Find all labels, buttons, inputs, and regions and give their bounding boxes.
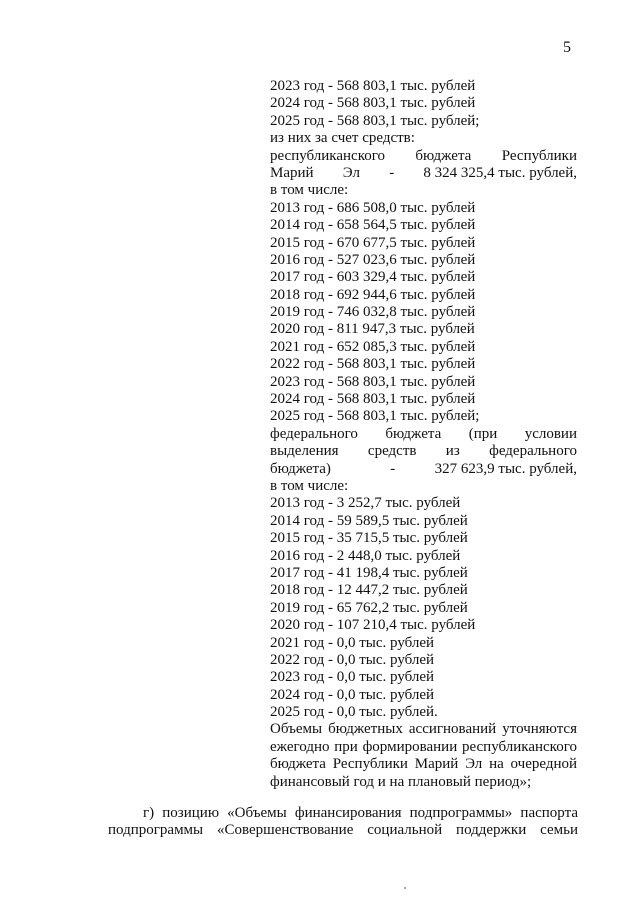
federal-budget-line (270, 443, 577, 460)
year-line: 2023 год - 568 803,1 тыс. рублей (270, 78, 476, 94)
year-line: 2017 год - 41 198,4 тыс. рублей (270, 564, 468, 581)
note-line: Объемы бюджетных ассигнований уточняются (270, 721, 577, 738)
word: (при (468, 425, 498, 442)
year-line: 2022 год - 568 803,1 тыс. рублей (270, 356, 476, 373)
year-line: 2014 год - 658 564,5 тыс. рублей (270, 217, 476, 234)
year-line: 2019 год - 746 032,8 тыс. рублей (270, 304, 476, 321)
word: бюджета) (270, 460, 331, 477)
word: из (445, 443, 460, 460)
word: Эл (342, 164, 360, 181)
word: 327 623,9 тыс. рублей, (434, 460, 577, 477)
note-line: бюджета Республики Марий Эл на очередной (270, 756, 577, 773)
word: федерального (489, 443, 577, 460)
funding-source-heading: из них за счет средств: (270, 130, 415, 147)
year-line: 2014 год - 59 589,5 тыс. рублей (270, 512, 468, 529)
year-line: 2013 год - 686 508,0 тыс. рублей (270, 199, 476, 216)
year-line: 2020 год - 107 210,4 тыс. рублей (270, 617, 476, 634)
word: бюджета (415, 147, 472, 164)
republican-budget-total (270, 165, 577, 182)
republican-budget-line (270, 148, 577, 165)
year-line: 2021 год - 652 085,3 тыс. рублей (270, 338, 476, 355)
year-line: 2018 год - 692 944,6 тыс. рублей (270, 286, 476, 303)
word: республиканского (270, 147, 385, 164)
year-line: 2019 год - 65 762,2 тыс. рублей (270, 599, 468, 616)
word: федерального (270, 425, 358, 442)
word: Марий (270, 164, 314, 181)
word: средств (367, 443, 417, 460)
year-line: 2021 год - 0,0 тыс. рублей (270, 634, 435, 651)
year-line: 2024 год - 568 803,1 тыс. рублей (270, 391, 476, 408)
year-line: 2013 год - 3 252,7 тыс. рублей (270, 495, 461, 512)
paragraph-line: подпрограммы «Совершенствование социальной поддержки семьи (108, 822, 578, 839)
year-line: 2024 год - 568 803,1 тыс. рублей (270, 95, 476, 112)
word: выделения (270, 443, 339, 460)
federal-budget-total (270, 461, 577, 478)
note-line: ежегодно при формировании республиканского (270, 738, 577, 755)
federal-budget-line (270, 426, 577, 443)
year-line: 2015 год - 670 677,5 тыс. рублей (270, 234, 476, 251)
year-line: 2016 год - 2 448,0 тыс. рублей (270, 547, 461, 564)
year-line: 2025 год - 0,0 тыс. рублей. (270, 704, 438, 721)
word: - (390, 460, 396, 477)
year-line: 2016 год - 527 023,6 тыс. рублей (270, 251, 476, 268)
scan-dot (404, 887, 406, 889)
year-line: 2025 год - 568 803,1 тыс. рублей; (270, 408, 480, 425)
year-line: 2025 год - 568 803,1 тыс. рублей; (270, 112, 480, 129)
year-line: 2017 год - 603 329,4 тыс. рублей (270, 269, 476, 286)
word: Республики (501, 147, 577, 164)
year-line: 2015 год - 35 715,5 тыс. рублей (270, 530, 468, 547)
word: условии (524, 425, 577, 442)
year-line: 2023 год - 0,0 тыс. рублей (270, 669, 435, 686)
year-line: 2024 год - 0,0 тыс. рублей (270, 686, 435, 703)
page-number: 5 (563, 39, 571, 56)
word: - (389, 164, 395, 181)
including-label: в том числе: (270, 182, 349, 199)
word: бюджета (385, 425, 442, 442)
year-line: 2022 год - 0,0 тыс. рублей (270, 651, 435, 668)
year-line: 2023 год - 568 803,1 тыс. рублей (270, 373, 476, 390)
word: 8 324 325,4 тыс. рублей, (423, 164, 577, 181)
next-item-paragraph (108, 805, 578, 840)
paragraph-line: г) позицию «Объемы финансирования подпрограммы» паспорта (143, 805, 578, 821)
note-line: финансовый год и на плановый период»; (270, 773, 532, 790)
funding-text-block (270, 78, 577, 791)
year-line: 2018 год - 12 447,2 тыс. рублей (270, 582, 468, 599)
including-label: в том числе: (270, 477, 349, 494)
year-line: 2020 год - 811 947,3 тыс. рублей (270, 321, 475, 338)
